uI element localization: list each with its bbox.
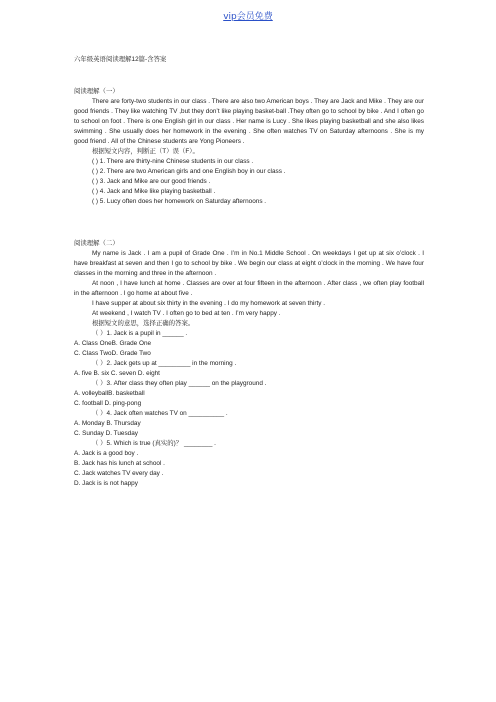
section-2-paragraph-4: At weekend , I watch TV . I often go to bed at ten . I’m very happy .: [92, 310, 281, 317]
section-2-paragraph-3: I have supper at about six thirty in the evening . I do my homework at seven thirty .: [92, 300, 326, 307]
question-5-option-d: D. Jack is is not happy: [74, 480, 138, 487]
statement-4: ( ) 4. Jack and Mike like playing basketball .: [92, 188, 216, 195]
question-3-options-b: C. football D. ping-pong: [74, 400, 142, 407]
question-3: （ ）3. After class they often play ______ on the playground .: [92, 380, 267, 387]
question-1-options-b: C. Class TwoD. Grade Two: [74, 350, 151, 357]
section-1-title: 阅读理解（一）: [74, 88, 119, 95]
section-2-title: 阅读理解（二）: [74, 240, 119, 247]
statement-1: ( ) 1. There are thirty-nine Chinese students in our class .: [92, 158, 254, 165]
document-body: [74, 55, 424, 489]
statement-5: ( ) 5. Lucy often does her homework on Saturday afternoons .: [92, 198, 267, 205]
question-3-options-a: A. volleyballB. basketball: [74, 390, 145, 397]
vip-free-link[interactable]: vip会员免费: [223, 12, 273, 22]
statement-3: ( ) 3. Jack and Mike are our good friends .: [92, 178, 211, 185]
section-2-paragraph-1: My name is Jack . I am a pupil of Grade One . I’m in No.1 Middle School . On weekdays I get up at six o’clock . I have breakfast at seven and then I go to school by bike . We begin our class at eight o’clock in the morning . We have four classes in the morning and three in the afternoon .: [74, 250, 424, 277]
question-2-options: A. five B. six C. seven D. eight: [74, 370, 160, 377]
section-gap: [74, 207, 424, 239]
question-1: （ ）1. Jack is a pupil in ______ .: [92, 330, 188, 337]
document-title: 六年级英语阅读理解12篇-含答案: [74, 56, 167, 63]
section-2-instruction: 根据短文的意思，选择正确的答案。: [92, 320, 195, 327]
question-2: （ ）2. Jack gets up at _________ in the morning .: [92, 360, 237, 367]
question-5-option-c: C. Jack watches TV every day .: [74, 470, 164, 477]
question-5-option-a: A. Jack is a good boy .: [74, 450, 139, 457]
section-1-instruction: 根据短文内容，判断正（T）误（F）。: [92, 148, 199, 155]
section-1-passage: There are forty-two students in our class . There are also two American boys . They are Jack and Mike . They are our good friends . They like watching TV ,but they don’t like playing basket-ball .They often go to school by bike . And I often go to school on foot . There is one English girl in our class . Her name is Lucy . She likes playing basketball and she also likes swimming . She usually does her homework in the evening . She often watches TV on Saturday afternoons . She is my good friend . All of the Chinese students are Yong Pioneers .: [74, 98, 424, 145]
question-5-option-b: B. Jack has his lunch at school .: [74, 460, 165, 467]
question-4-options-a: A. Monday B. Thursday: [74, 420, 141, 427]
question-5: （ ）5. Which is true (真实的)？ ________ .: [92, 440, 216, 447]
question-1-options-a: A. Class OneB. Grade One: [74, 340, 152, 347]
section-2-paragraph-2: At noon , I have lunch at home . Classes are over at four fifteen in the afternoon . After class , we often play football in the afternoon . I go home at about five .: [74, 280, 424, 297]
question-4: （ ）4. Jack often watches TV on __________ .: [92, 410, 228, 417]
question-4-options-b: C. Sunday D. Tuesday: [74, 430, 138, 437]
statement-2: ( ) 2. There are two American girls and one English boy in our class .: [92, 168, 286, 175]
